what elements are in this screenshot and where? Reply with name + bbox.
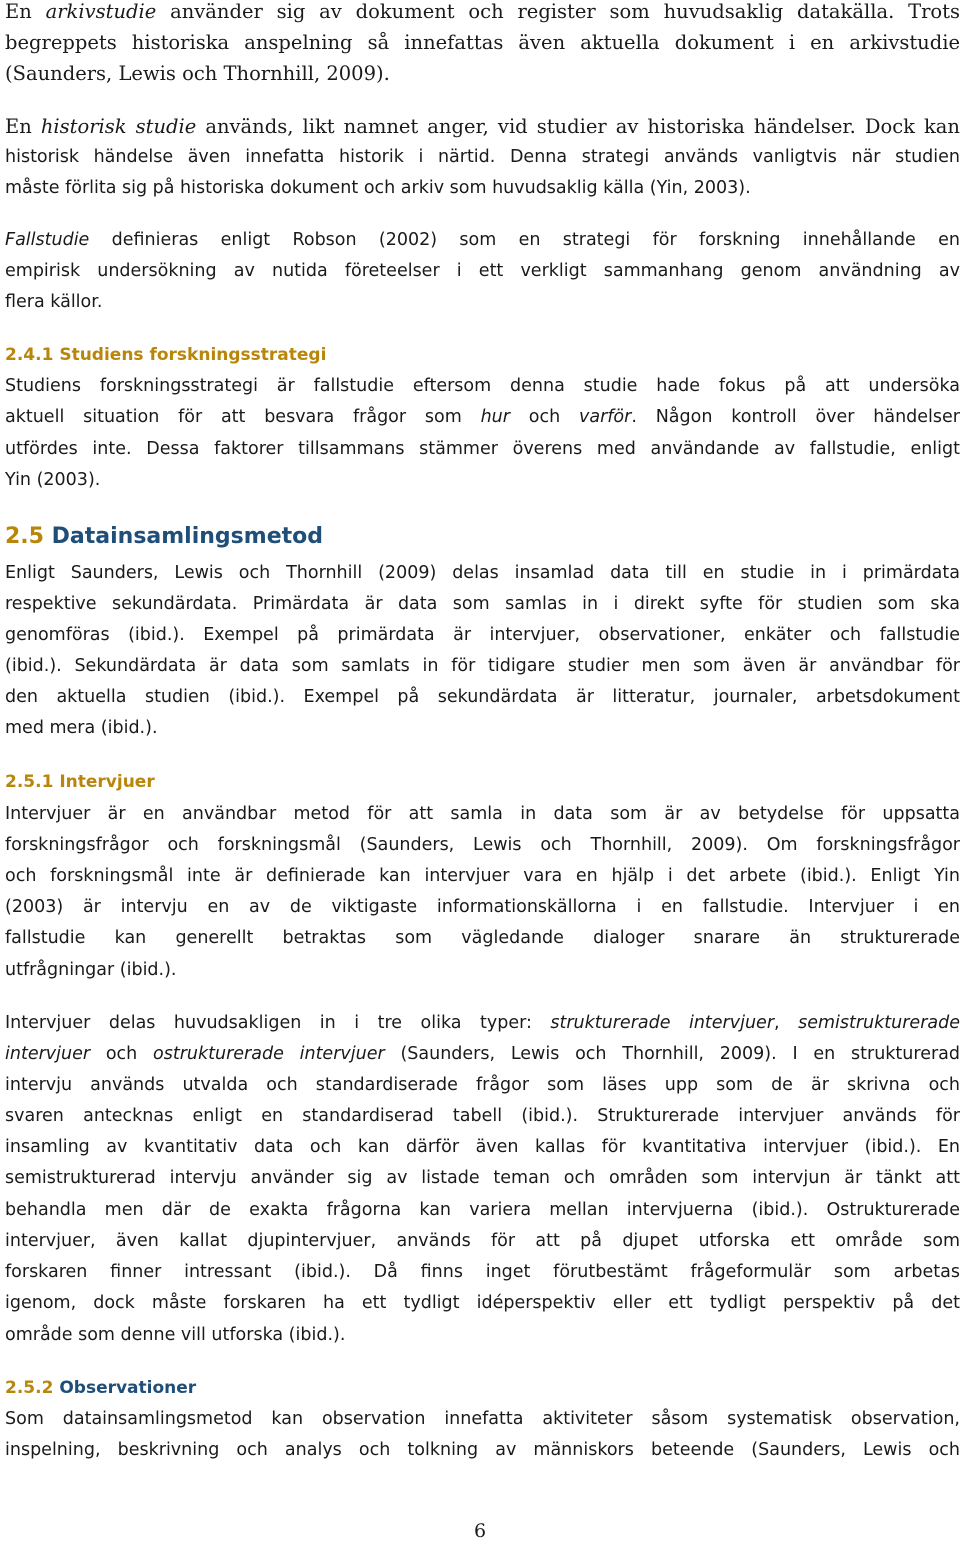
paragraph-line: Fallstudie definieras enligt Robson (2002) som en strategi för forskning innehållande en: [5, 230, 960, 250]
paragraph-line: Intervjuer delas huvudsakligen in i tre olika typer: strukturerade intervjuer, semistrukturerade: [5, 1013, 960, 1033]
paragraph-line: måste förlita sig på historiska dokument och arkiv som huvudsaklig källa (Yin, 2003).: [5, 178, 751, 198]
paragraph-line: (2003) är intervju en av de viktigaste informationskällorna i en fallstudie. Intervjuer i en: [5, 897, 960, 917]
paragraph-line: flera källor.: [5, 292, 103, 312]
paragraph-line: historisk händelse även innefatta historik i närtid. Denna strategi används vanligtvis när studien: [5, 147, 960, 167]
paragraph-line: forskningsfrågor och forskningsmål (Saunders, Lewis och Thornhill, 2009). Om forskningsfrågor: [5, 835, 960, 855]
paragraph-line: genomföras (ibid.). Exempel på primärdata är intervjuer, observationer, enkäter och fallstudie: [5, 625, 960, 645]
paragraph-line: begreppets historiska anspelning så innefattas även aktuella dokument i en arkivstudie: [5, 31, 960, 54]
paragraph-line: intervjuer, även kallat djupintervjuer, används för att på djupet utforska ett område som: [5, 1231, 960, 1251]
paragraph-line: Enligt Saunders, Lewis och Thornhill (2009) delas insamlad data till en studie in i primärdata: [5, 563, 960, 583]
paragraph-line: svaren antecknas enligt en standardiserad tabell (ibid.). Strukturerade intervjuer används för: [5, 1106, 960, 1126]
paragraph-line: forskaren finner intressant (ibid.). Då finns inget förutbestämt frågeformulär som arbetas: [5, 1262, 960, 1282]
paragraph-line: Som datainsamlingsmetod kan observation innefatta aktiviteter såsom systematisk observation,: [5, 1409, 960, 1429]
paragraph-line: semistrukturerad intervju använder sig av listade teman och områden som intervjun är tänkt att: [5, 1168, 960, 1188]
paragraph-line: igenom, dock måste forskaren ha ett tydligt idéperspektiv eller ett tydligt perspektiv på det: [5, 1293, 960, 1313]
paragraph-line: intervju används utvalda och standardiserade frågor som läses upp som de är skrivna och: [5, 1075, 960, 1095]
paragraph-line: utfördes inte. Dessa faktorer tillsammans stämmer överens med användande av fallstudie, enligt: [5, 439, 960, 459]
paragraph-line: den aktuella studien (ibid.). Exempel på sekundärdata är litteratur, journaler, arbetsdokument: [5, 687, 960, 707]
paragraph-line: respektive sekundärdata. Primärdata är data som samlas in i direkt syfte för studien som ska: [5, 594, 960, 614]
paragraph-line: (Saunders, Lewis och Thornhill, 2009).: [5, 62, 390, 85]
paragraph-line: inspelning, beskrivning och analys och tolkning av människors beteende (Saunders, Lewis och: [5, 1440, 960, 1460]
paragraph-line: med mera (ibid.).: [5, 718, 158, 738]
paragraph-line: utfrågningar (ibid.).: [5, 960, 177, 980]
paragraph-line: aktuell situation för att besvara frågor som hur och varför. Någon kontroll över händelser: [5, 407, 960, 427]
paragraph-line: fallstudie kan generellt betraktas som vägledande dialoger snarare än strukturerade: [5, 928, 960, 948]
section-heading-2-5: 2.5 Datainsamlingsmetod: [5, 524, 323, 549]
paragraph-line: (ibid.). Sekundärdata är data som samlats in för tidigare studier men som även är användbar för: [5, 656, 960, 676]
paragraph-line: och forskningsmål inte är definierade kan intervjuer vara en hjälp i det arbete (ibid.). Enligt Yin: [5, 866, 960, 886]
section-heading-2-5-2: 2.5.2 Observationer: [5, 1378, 197, 1398]
paragraph-line: En arkivstudie använder sig av dokument och register som huvudsaklig datakälla. Trots: [5, 0, 960, 23]
paragraph-line: insamling av kvantitativ data och kan därför även kallas för kvantitativa intervjuer (ibid.). En: [5, 1137, 960, 1157]
paragraph-line: empirisk undersökning av nutida företeelser i ett verkligt sammanhang genom användning av: [5, 261, 960, 281]
section-heading-2-4-1: 2.4.1 Studiens forskningsstrategi: [5, 345, 327, 365]
paragraph-line: En historisk studie används, likt namnet anger, vid studier av historiska händelser. Dock kan: [5, 115, 960, 138]
section-heading-2-5-1: 2.5.1 Intervjuer: [5, 772, 155, 792]
paragraph-line: område som denne vill utforska (ibid.).: [5, 1325, 346, 1345]
paragraph-line: Studiens forskningsstrategi är fallstudie eftersom denna studie hade fokus på att undersöka: [5, 376, 960, 396]
paragraph-line: behandla men där de exakta frågorna kan variera mellan intervjuerna (ibid.). Ostrukturerade: [5, 1200, 960, 1220]
page-number: 6: [473, 1520, 487, 1542]
paragraph-line: Yin (2003).: [5, 470, 101, 490]
paragraph-line: Intervjuer är en användbar metod för att samla in data som är av betydelse för uppsatta: [5, 804, 960, 824]
paragraph-line: intervjuer och ostrukturerade intervjuer (Saunders, Lewis och Thornhill, 2009). I en strukturerad: [5, 1044, 960, 1064]
